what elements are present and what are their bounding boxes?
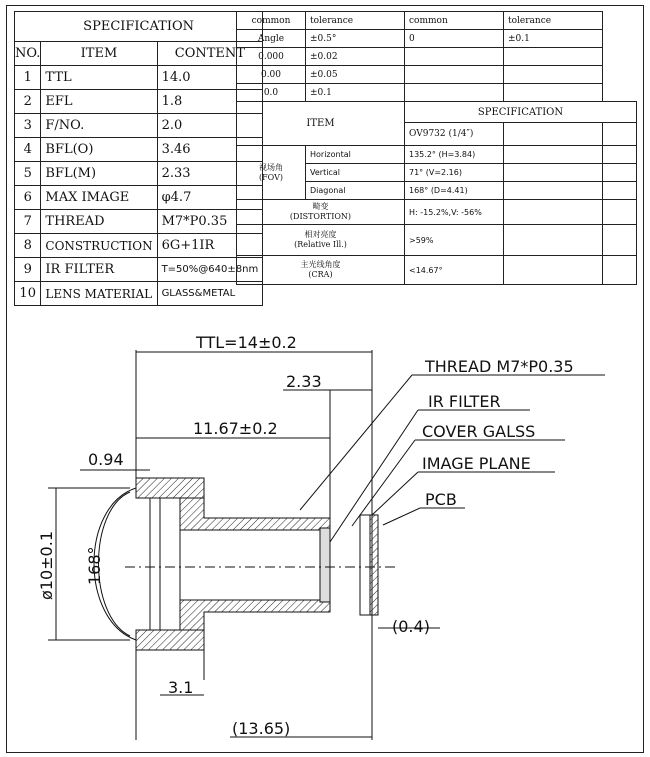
distortion-val: H: -15.2%,V: -56% [405,200,504,225]
thread-label: THREAD M7*P0.35 [425,357,574,376]
tol-t1-cell: ±0.02 [306,48,405,66]
spec-item-cell: MAX IMAGE [41,186,157,210]
barrel-top [180,498,330,530]
spec-table [14,11,263,306]
barrel-bottom [180,600,330,630]
len-dim: 11.67±0.2 [193,419,278,438]
spec-content-cell: φ4.7 [157,186,263,210]
spec-content-cell: 6G+1IR [157,234,263,258]
spec-no-cell: 9 [15,258,41,282]
col-content: CONTENT [157,42,263,66]
front-flange [136,478,204,498]
tolerance-table [236,11,637,285]
tol-t1-cell: ±0.05 [306,66,405,84]
bfl-dim: 2.33 [286,372,322,391]
tol-c2-cell: 0 [405,30,504,48]
spec-content-cell: M7*P0.35 [157,210,263,234]
sensor-model: OV9732 (1/4″) [405,123,504,146]
sensor-spec-label: SPECIFICATION [405,102,637,123]
tol-c1-cell: 0.0 [237,84,306,102]
spec-content-cell: 14.0 [157,66,263,90]
spec-item-cell: IR FILTER [41,258,157,282]
fov-label: 视场角 (FOV) [237,146,306,200]
spec-content-cell: 3.46 [157,138,263,162]
fov-v-key: Vertical [306,164,405,182]
fov-d-key: Diagonal [306,182,405,200]
col-item: ITEM [41,42,157,66]
col-no: NO. [15,42,41,66]
spec-no-cell: 2 [15,90,41,114]
tol-t1-cell: ±0.5° [306,30,405,48]
cra-label: 主光线角度 (CRA) [237,256,405,285]
spec-content-cell: T=50%@640±8nm [157,258,263,282]
ri-val: >59% [405,225,504,256]
spec-no-cell: 4 [15,138,41,162]
ir-filter [320,528,330,602]
fov-d-val: 168° (D=4.41) [405,182,504,200]
spec-item-cell: BFL(O) [41,138,157,162]
tol-h-common2: common [405,12,504,30]
ttl-dim: TTL=14±0.2 [196,333,297,352]
spec-no-cell: 3 [15,114,41,138]
ir-label: IR FILTER [428,392,501,411]
tol-c2-cell [405,84,504,102]
fov-h-key: Horizontal [306,146,405,164]
spec-content-cell: 2.33 [157,162,263,186]
tol-h-tol: tolerance [306,12,405,30]
tol-t2-cell [504,48,603,66]
spec-title: SPECIFICATION [15,12,263,42]
distortion-label: 畸变 (DISTORTION) [237,200,405,225]
spec-no-cell: 7 [15,210,41,234]
tol-t2-cell [504,84,603,102]
tol-c2-cell [405,66,504,84]
flange-dim: 3.1 [168,678,194,697]
pcb-label: PCB [425,490,457,509]
spec-no-cell: 5 [15,162,41,186]
image-plane-label: IMAGE PLANE [422,454,531,473]
sensor-item-label: ITEM [237,102,405,146]
angle-dim: 168° [85,546,104,585]
tol-c1-cell: 0.000 [237,48,306,66]
dia-dim: ø10±0.1 [37,531,56,600]
spec-item-cell: BFL(M) [41,162,157,186]
spec-content-cell: GLASS&METAL [157,282,263,306]
overall-dim: (13.65) [232,719,291,738]
tol-h-tol2: tolerance [504,12,603,30]
spec-no-cell: 6 [15,186,41,210]
tol-c1-cell: Angle [237,30,306,48]
cover-label: COVER GALSS [422,422,536,441]
pcb [370,515,378,615]
spec-item-cell: F/NO. [41,114,157,138]
spec-item-cell: THREAD [41,210,157,234]
spec-item-cell: TTL [41,66,157,90]
fov-v-val: 71° (V=2.16) [405,164,504,182]
tol-h-common: common [237,12,306,30]
spec-content-cell: 2.0 [157,114,263,138]
spec-content-cell: 1.8 [157,90,263,114]
tol-t1-cell: ±0.1 [306,84,405,102]
spec-item-cell: EFL [41,90,157,114]
tol-t2-cell [504,66,603,84]
fov-h-val: 135.2° (H=3.84) [405,146,504,164]
lens-drawing [0,310,650,757]
tol-c1-cell: 0.00 [237,66,306,84]
ri-label: 相对亮度 (Relative Ill.) [237,225,405,256]
pcb-dim: (0.4) [392,617,430,636]
spec-item-cell: LENS MATERIAL [41,282,157,306]
tol-t2-cell: ±0.1 [504,30,603,48]
spec-item-cell: CONSTRUCTION [41,234,157,258]
tol-c2-cell [405,48,504,66]
spec-no-cell: 8 [15,234,41,258]
cra-val: <14.67° [405,256,504,285]
spec-no-cell: 1 [15,66,41,90]
spec-no-cell: 10 [15,282,41,306]
dome-dim: 0.94 [88,450,124,469]
